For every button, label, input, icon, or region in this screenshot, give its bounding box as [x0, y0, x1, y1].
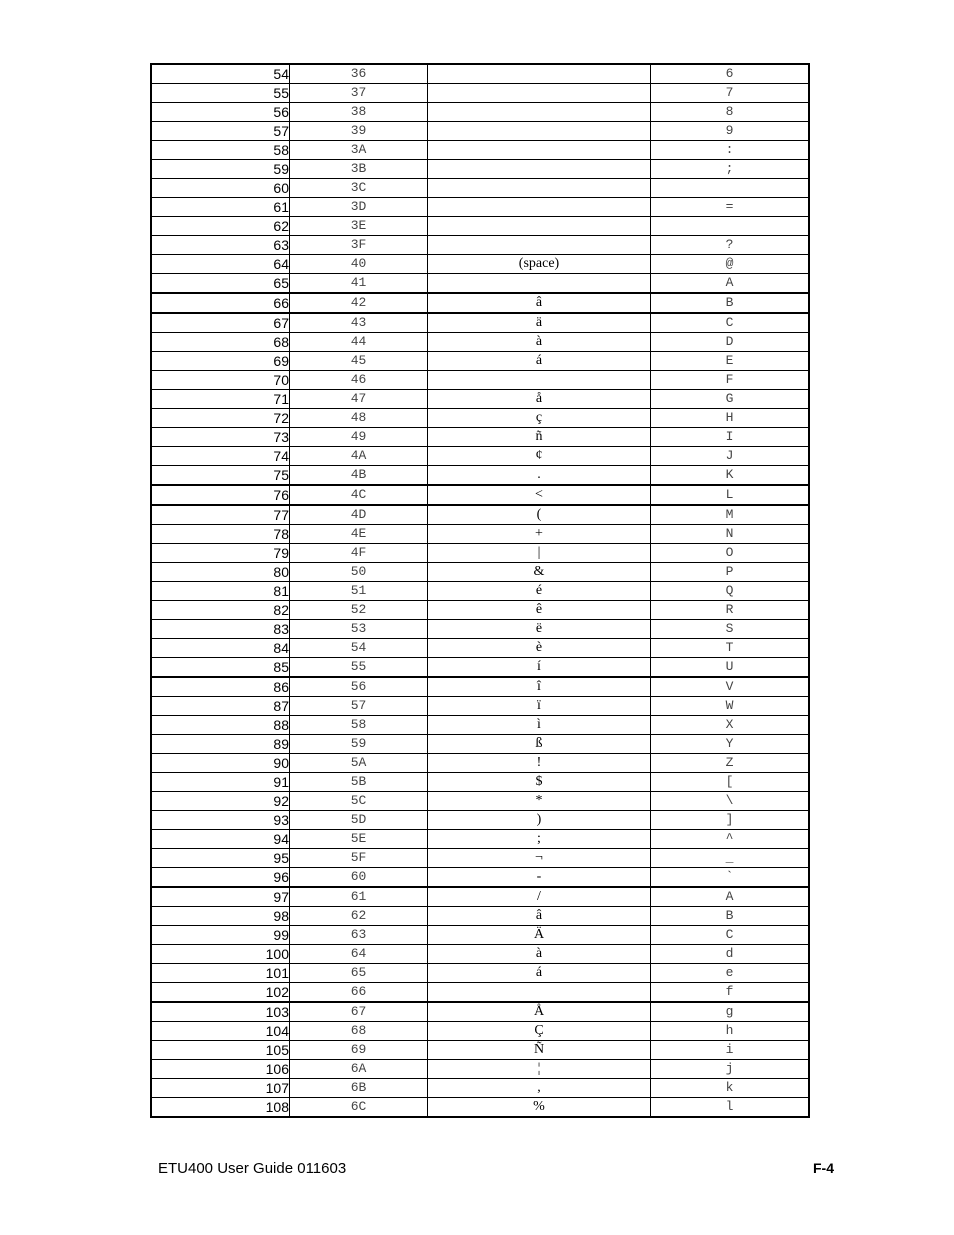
decimal-cell: 98	[151, 907, 290, 926]
ebcdic-cell: ;	[428, 830, 651, 849]
ascii-cell: P	[651, 563, 810, 582]
ebcdic-cell	[428, 122, 651, 141]
hex-cell: 3C	[290, 179, 428, 198]
decimal-cell: 61	[151, 198, 290, 217]
ascii-cell: E	[651, 352, 810, 371]
ebcdic-cell: í	[428, 658, 651, 678]
table-row	[151, 428, 809, 447]
ebcdic-cell	[428, 371, 651, 390]
hex-cell: 63	[290, 926, 428, 945]
table-row	[151, 217, 809, 236]
decimal-cell: 56	[151, 103, 290, 122]
ebcdic-cell: )	[428, 811, 651, 830]
table-row	[151, 236, 809, 255]
table-row	[151, 84, 809, 103]
table-row	[151, 505, 809, 525]
hex-cell: 59	[290, 735, 428, 754]
ebcdic-cell: ß	[428, 735, 651, 754]
table-row	[151, 1098, 809, 1118]
ascii-cell: O	[651, 544, 810, 563]
table-row	[151, 677, 809, 697]
ebcdic-cell: ä	[428, 313, 651, 333]
ascii-cell: C	[651, 926, 810, 945]
hex-cell: 42	[290, 293, 428, 313]
table-row	[151, 544, 809, 563]
decimal-cell: 73	[151, 428, 290, 447]
table-row	[151, 1002, 809, 1022]
table-row	[151, 371, 809, 390]
hex-cell: 57	[290, 697, 428, 716]
decimal-cell: 91	[151, 773, 290, 792]
ascii-cell: h	[651, 1022, 810, 1041]
table-row	[151, 447, 809, 466]
table-row	[151, 352, 809, 371]
decimal-cell: 97	[151, 887, 290, 907]
decimal-cell: 70	[151, 371, 290, 390]
hex-cell: 53	[290, 620, 428, 639]
code-table-body	[151, 64, 809, 1117]
ebcdic-cell: è	[428, 639, 651, 658]
hex-cell: 6A	[290, 1060, 428, 1079]
ebcdic-cell	[428, 217, 651, 236]
decimal-cell: 86	[151, 677, 290, 697]
decimal-cell: 69	[151, 352, 290, 371]
table-row	[151, 926, 809, 945]
ascii-cell: J	[651, 447, 810, 466]
decimal-cell: 100	[151, 945, 290, 964]
decimal-cell: 68	[151, 333, 290, 352]
ebcdic-cell: ç	[428, 409, 651, 428]
table-row	[151, 122, 809, 141]
decimal-cell: 75	[151, 466, 290, 486]
table-row	[151, 466, 809, 486]
footer-page-number: F-4	[813, 1160, 834, 1176]
ebcdic-cell: á	[428, 964, 651, 983]
decimal-cell: 95	[151, 849, 290, 868]
hex-cell: 68	[290, 1022, 428, 1041]
ascii-cell: L	[651, 485, 810, 505]
hex-cell: 3F	[290, 236, 428, 255]
hex-cell: 64	[290, 945, 428, 964]
table-row	[151, 141, 809, 160]
ascii-cell: H	[651, 409, 810, 428]
decimal-cell: 59	[151, 160, 290, 179]
ebcdic-cell: (	[428, 505, 651, 525]
decimal-cell: 74	[151, 447, 290, 466]
ebcdic-cell: ê	[428, 601, 651, 620]
hex-cell: 5B	[290, 773, 428, 792]
table-row	[151, 983, 809, 1003]
table-row	[151, 887, 809, 907]
ascii-cell: _	[651, 849, 810, 868]
decimal-cell: 102	[151, 983, 290, 1003]
table-row	[151, 103, 809, 122]
hex-cell: 5A	[290, 754, 428, 773]
hex-cell: 5C	[290, 792, 428, 811]
hex-cell: 45	[290, 352, 428, 371]
ebcdic-cell	[428, 198, 651, 217]
ascii-cell: [	[651, 773, 810, 792]
ebcdic-cell: Ä	[428, 926, 651, 945]
ebcdic-cell: (space)	[428, 255, 651, 274]
decimal-cell: 66	[151, 293, 290, 313]
ascii-cell: U	[651, 658, 810, 678]
table-row	[151, 811, 809, 830]
decimal-cell: 84	[151, 639, 290, 658]
table-row	[151, 333, 809, 352]
ebcdic-cell	[428, 64, 651, 84]
ascii-cell: 9	[651, 122, 810, 141]
hex-cell: 43	[290, 313, 428, 333]
ascii-cell: f	[651, 983, 810, 1003]
table-row	[151, 754, 809, 773]
table-row	[151, 1060, 809, 1079]
table-row	[151, 198, 809, 217]
ascii-cell: N	[651, 525, 810, 544]
hex-cell: 55	[290, 658, 428, 678]
ebcdic-cell: /	[428, 887, 651, 907]
decimal-cell: 101	[151, 964, 290, 983]
hex-cell: 50	[290, 563, 428, 582]
decimal-cell: 77	[151, 505, 290, 525]
decimal-cell: 54	[151, 64, 290, 84]
table-row	[151, 964, 809, 983]
decimal-cell: 63	[151, 236, 290, 255]
ebcdic-cell: ¬	[428, 849, 651, 868]
table-row	[151, 792, 809, 811]
ascii-cell: ]	[651, 811, 810, 830]
decimal-cell: 64	[151, 255, 290, 274]
hex-cell: 44	[290, 333, 428, 352]
ascii-cell: Z	[651, 754, 810, 773]
table-row	[151, 907, 809, 926]
table-row	[151, 525, 809, 544]
ebcdic-cell: .	[428, 466, 651, 486]
decimal-cell: 55	[151, 84, 290, 103]
hex-cell: 38	[290, 103, 428, 122]
ascii-cell	[651, 217, 810, 236]
ebcdic-cell: -	[428, 868, 651, 888]
table-row	[151, 255, 809, 274]
table-row	[151, 773, 809, 792]
ebcdic-cell: !	[428, 754, 651, 773]
ebcdic-cell: Å	[428, 1002, 651, 1022]
ascii-cell: k	[651, 1079, 810, 1098]
ebcdic-cell: ë	[428, 620, 651, 639]
ascii-cell: F	[651, 371, 810, 390]
hex-cell: 66	[290, 983, 428, 1003]
decimal-cell: 93	[151, 811, 290, 830]
ebcdic-cell: â	[428, 907, 651, 926]
ebcdic-cell: â	[428, 293, 651, 313]
ascii-cell: 7	[651, 84, 810, 103]
hex-cell: 69	[290, 1041, 428, 1060]
hex-cell: 40	[290, 255, 428, 274]
ebcdic-cell: é	[428, 582, 651, 601]
ascii-cell: T	[651, 639, 810, 658]
hex-cell: 46	[290, 371, 428, 390]
ascii-cell: l	[651, 1098, 810, 1118]
hex-cell: 5E	[290, 830, 428, 849]
decimal-cell: 88	[151, 716, 290, 735]
table-row	[151, 1041, 809, 1060]
ascii-cell	[651, 179, 810, 198]
decimal-cell: 96	[151, 868, 290, 888]
decimal-cell: 79	[151, 544, 290, 563]
table-row	[151, 563, 809, 582]
hex-cell: 6B	[290, 1079, 428, 1098]
ascii-cell: C	[651, 313, 810, 333]
hex-cell: 4F	[290, 544, 428, 563]
ebcdic-cell: ì	[428, 716, 651, 735]
ebcdic-cell: ,	[428, 1079, 651, 1098]
decimal-cell: 67	[151, 313, 290, 333]
ebcdic-cell: ¦	[428, 1060, 651, 1079]
decimal-cell: 108	[151, 1098, 290, 1118]
ebcdic-cell: ñ	[428, 428, 651, 447]
ascii-cell: ;	[651, 160, 810, 179]
ebcdic-cell	[428, 274, 651, 294]
character-code-table	[150, 63, 810, 1118]
ebcdic-cell: Ñ	[428, 1041, 651, 1060]
ascii-cell: D	[651, 333, 810, 352]
hex-cell: 48	[290, 409, 428, 428]
ascii-cell: R	[651, 601, 810, 620]
hex-cell: 58	[290, 716, 428, 735]
hex-cell: 6C	[290, 1098, 428, 1118]
decimal-cell: 83	[151, 620, 290, 639]
hex-cell: 37	[290, 84, 428, 103]
table-row	[151, 485, 809, 505]
hex-cell: 4D	[290, 505, 428, 525]
table-row	[151, 830, 809, 849]
table-row	[151, 64, 809, 84]
table-row	[151, 658, 809, 678]
ebcdic-cell	[428, 141, 651, 160]
table-row	[151, 868, 809, 888]
table-row	[151, 620, 809, 639]
hex-cell: 3B	[290, 160, 428, 179]
hex-cell: 4E	[290, 525, 428, 544]
ascii-cell: A	[651, 274, 810, 294]
ebcdic-cell: î	[428, 677, 651, 697]
ascii-cell: i	[651, 1041, 810, 1060]
table-row	[151, 274, 809, 294]
ascii-cell: ^	[651, 830, 810, 849]
hex-cell: 60	[290, 868, 428, 888]
ebcdic-cell: à	[428, 333, 651, 352]
decimal-cell: 81	[151, 582, 290, 601]
decimal-cell: 71	[151, 390, 290, 409]
hex-cell: 4B	[290, 466, 428, 486]
ebcdic-cell: ¢	[428, 447, 651, 466]
hex-cell: 56	[290, 677, 428, 697]
decimal-cell: 89	[151, 735, 290, 754]
ascii-cell: @	[651, 255, 810, 274]
hex-cell: 47	[290, 390, 428, 409]
hex-cell: 39	[290, 122, 428, 141]
ascii-cell: I	[651, 428, 810, 447]
decimal-cell: 82	[151, 601, 290, 620]
ebcdic-cell	[428, 983, 651, 1003]
ebcdic-cell: á	[428, 352, 651, 371]
ascii-cell: 8	[651, 103, 810, 122]
ebcdic-cell: +	[428, 525, 651, 544]
hex-cell: 51	[290, 582, 428, 601]
hex-cell: 3E	[290, 217, 428, 236]
decimal-cell: 85	[151, 658, 290, 678]
decimal-cell: 76	[151, 485, 290, 505]
ascii-cell: e	[651, 964, 810, 983]
decimal-cell: 94	[151, 830, 290, 849]
ebcdic-cell	[428, 179, 651, 198]
decimal-cell: 107	[151, 1079, 290, 1098]
hex-cell: 41	[290, 274, 428, 294]
hex-cell: 62	[290, 907, 428, 926]
hex-cell: 54	[290, 639, 428, 658]
decimal-cell: 99	[151, 926, 290, 945]
table-row	[151, 697, 809, 716]
hex-cell: 52	[290, 601, 428, 620]
ebcdic-cell	[428, 84, 651, 103]
decimal-cell: 60	[151, 179, 290, 198]
table-row	[151, 313, 809, 333]
ascii-cell: W	[651, 697, 810, 716]
decimal-cell: 58	[151, 141, 290, 160]
ebcdic-cell: $	[428, 773, 651, 792]
ascii-cell: 6	[651, 64, 810, 84]
decimal-cell: 90	[151, 754, 290, 773]
table-row	[151, 293, 809, 313]
ascii-cell: Q	[651, 582, 810, 601]
decimal-cell: 105	[151, 1041, 290, 1060]
decimal-cell: 92	[151, 792, 290, 811]
ascii-cell: Y	[651, 735, 810, 754]
ebcdic-cell: *	[428, 792, 651, 811]
ebcdic-cell: %	[428, 1098, 651, 1118]
decimal-cell: 103	[151, 1002, 290, 1022]
hex-cell: 49	[290, 428, 428, 447]
hex-cell: 4C	[290, 485, 428, 505]
table-row	[151, 160, 809, 179]
decimal-cell: 104	[151, 1022, 290, 1041]
ascii-cell: ?	[651, 236, 810, 255]
ascii-cell: g	[651, 1002, 810, 1022]
hex-cell: 3D	[290, 198, 428, 217]
ascii-cell: M	[651, 505, 810, 525]
hex-cell: 61	[290, 887, 428, 907]
ascii-cell: :	[651, 141, 810, 160]
ascii-cell: S	[651, 620, 810, 639]
ebcdic-cell: à	[428, 945, 651, 964]
table-row	[151, 849, 809, 868]
ascii-cell: G	[651, 390, 810, 409]
ebcdic-cell: &	[428, 563, 651, 582]
table-row	[151, 735, 809, 754]
table-row	[151, 1022, 809, 1041]
ascii-cell: =	[651, 198, 810, 217]
table-row	[151, 716, 809, 735]
ascii-cell: K	[651, 466, 810, 486]
table-row	[151, 179, 809, 198]
decimal-cell: 57	[151, 122, 290, 141]
decimal-cell: 87	[151, 697, 290, 716]
ascii-cell: V	[651, 677, 810, 697]
decimal-cell: 78	[151, 525, 290, 544]
hex-cell: 5D	[290, 811, 428, 830]
ascii-cell: A	[651, 887, 810, 907]
ebcdic-cell	[428, 236, 651, 255]
hex-cell: 3A	[290, 141, 428, 160]
ebcdic-cell: å	[428, 390, 651, 409]
decimal-cell: 106	[151, 1060, 290, 1079]
hex-cell: 67	[290, 1002, 428, 1022]
ebcdic-cell	[428, 103, 651, 122]
ascii-cell: B	[651, 907, 810, 926]
table-row	[151, 639, 809, 658]
table-row	[151, 945, 809, 964]
footer-guide-title: ETU400 User Guide 011603	[158, 1160, 347, 1177]
ebcdic-cell: ï	[428, 697, 651, 716]
hex-cell: 65	[290, 964, 428, 983]
ascii-cell: j	[651, 1060, 810, 1079]
ascii-cell: B	[651, 293, 810, 313]
table-row	[151, 409, 809, 428]
ascii-cell: X	[651, 716, 810, 735]
ascii-cell: \	[651, 792, 810, 811]
decimal-cell: 62	[151, 217, 290, 236]
table-row	[151, 390, 809, 409]
hex-cell: 4A	[290, 447, 428, 466]
decimal-cell: 80	[151, 563, 290, 582]
ascii-cell: `	[651, 868, 810, 888]
ascii-cell: d	[651, 945, 810, 964]
hex-cell: 36	[290, 64, 428, 84]
table-row	[151, 582, 809, 601]
decimal-cell: 65	[151, 274, 290, 294]
table-row	[151, 1079, 809, 1098]
hex-cell: 5F	[290, 849, 428, 868]
table-row	[151, 601, 809, 620]
decimal-cell: 72	[151, 409, 290, 428]
ebcdic-cell: <	[428, 485, 651, 505]
ebcdic-cell: Ç	[428, 1022, 651, 1041]
ebcdic-cell	[428, 160, 651, 179]
ebcdic-cell: |	[428, 544, 651, 563]
